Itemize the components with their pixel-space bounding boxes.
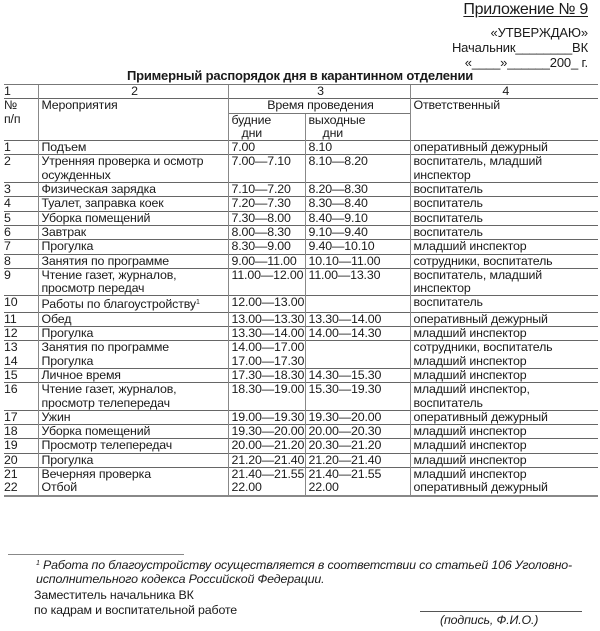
row-event (38, 225, 228, 239)
row-responsible-text: воспитатель (413, 295, 483, 310)
table-row (4, 368, 598, 382)
row-number-text: 1 (4, 140, 11, 155)
row-number (4, 254, 38, 268)
table-row (4, 183, 598, 197)
col-num-3: 3 (228, 85, 410, 99)
row-weekend-time-text: 8.20—8.30 (308, 182, 368, 197)
row-responsible (410, 240, 598, 254)
table-row (4, 268, 598, 296)
row-weekend-time (305, 327, 410, 341)
row-weekday-time-text: 18.30—19.00 (231, 382, 305, 397)
row-weekend-time (305, 197, 410, 211)
table-row (4, 225, 598, 239)
row-weekday-time (228, 296, 305, 312)
row-responsible (410, 211, 598, 225)
row-weekday-time-text: 9.00—11.00 (231, 253, 297, 268)
row-weekday-time (228, 327, 305, 341)
table-row (4, 327, 598, 341)
table-row (4, 468, 598, 482)
row-weekday-time-text: 7.10—7.20 (231, 182, 291, 197)
approve-date-line: «____»______200_ г. (464, 55, 588, 70)
row-responsible (410, 155, 598, 183)
row-number (4, 197, 38, 211)
row-responsible-text: воспитатель (413, 182, 483, 197)
row-weekend-time (305, 341, 410, 355)
row-event (38, 141, 228, 155)
row-responsible (410, 368, 598, 382)
footnote-text: Работа по благоустройству осуществляется в соответствии со статьей 106 Уголовно-исполнительного кодекса Российской Федерации. (36, 558, 572, 586)
row-number-text: 4 (4, 196, 11, 211)
row-weekend-time-text: 8.10—8.20 (308, 154, 368, 169)
row-weekend-time-text: 8.30—8.40 (308, 196, 368, 211)
row-event-text: Завтрак (41, 224, 87, 239)
row-weekend-time (305, 453, 410, 467)
row-weekend-time-text: 9.10—9.40 (308, 224, 368, 239)
row-event (38, 410, 228, 424)
row-event (38, 155, 228, 183)
row-weekday-time-text: 19.00—19.30 (231, 409, 305, 424)
appendix-title: Приложение № 9 (463, 1, 588, 18)
header-weekdays-l2: дни (241, 125, 263, 140)
row-event (38, 341, 228, 355)
row-weekday-time-text: 13.00—13.30 (231, 311, 305, 326)
row-responsible-text: воспитатель, младший инспектор (413, 267, 543, 296)
row-number (4, 155, 38, 183)
row-number (4, 425, 38, 439)
row-weekday-time-text: 21.40—21.55 (231, 467, 305, 482)
row-number-text: 21 (4, 467, 18, 482)
row-number (4, 453, 38, 467)
row-event (38, 425, 228, 439)
row-number (4, 410, 38, 424)
row-responsible (410, 481, 598, 495)
row-event (38, 296, 228, 312)
row-weekend-time-text: 22.00 (308, 480, 339, 495)
row-responsible-text: сотрудники, воспитатель (413, 340, 553, 355)
row-event (38, 327, 228, 341)
row-event (38, 254, 228, 268)
row-responsible-text: младший инспектор (413, 239, 527, 254)
row-responsible (410, 197, 598, 211)
row-number (4, 296, 38, 312)
row-weekend-time (305, 368, 410, 382)
table-row (4, 425, 598, 439)
row-event (38, 468, 228, 482)
row-weekday-time-text: 21.20—21.40 (231, 452, 305, 467)
row-weekday-time (228, 368, 305, 382)
row-event-text: Обед (41, 311, 72, 326)
row-number (4, 240, 38, 254)
row-weekday-time (228, 240, 305, 254)
table-row (4, 296, 598, 312)
row-event-text: Чтение газет, журналов, просмотр телепередач (41, 382, 177, 410)
header-weekdays (228, 113, 305, 141)
row-event (38, 268, 228, 296)
table-row (4, 240, 598, 254)
table-row (4, 197, 598, 211)
row-weekend-time (305, 468, 410, 482)
row-event (38, 368, 228, 382)
header-time: Время проведения (228, 99, 410, 113)
row-event (38, 453, 228, 467)
column-number-row (4, 85, 598, 99)
row-event-text: Отбой (41, 480, 77, 495)
row-weekday-time (228, 183, 305, 197)
row-responsible (410, 327, 598, 341)
signer-department: по кадрам и воспитательной работе (34, 603, 238, 617)
row-event-text: Занятия по программе (41, 340, 169, 355)
row-event (38, 211, 228, 225)
row-weekday-time-text: 20.00—21.20 (231, 438, 305, 453)
row-number-text: 10 (4, 295, 18, 310)
row-weekend-time-text: 20.00—20.30 (308, 424, 382, 439)
row-weekend-time-text: 15.30—19.30 (308, 382, 382, 397)
row-number (4, 183, 38, 197)
table-row (4, 254, 598, 268)
row-weekday-time (228, 211, 305, 225)
row-event (38, 355, 228, 369)
row-number-text: 19 (4, 438, 18, 453)
row-responsible-text: младший инспектор, воспитатель (413, 382, 530, 410)
schedule-table (4, 84, 598, 497)
row-number (4, 268, 38, 296)
row-weekend-time (305, 268, 410, 296)
row-responsible-text: младший инспектор (413, 367, 527, 382)
row-weekday-time (228, 383, 305, 411)
row-weekend-time (305, 425, 410, 439)
row-responsible-text: младший инспектор (413, 467, 527, 482)
row-weekend-time (305, 225, 410, 239)
row-weekday-time-text: 7.00 (231, 140, 256, 155)
row-number-text: 12 (4, 326, 18, 341)
row-number-text: 13 (4, 340, 18, 355)
row-weekend-time-text: 14.30—15.30 (308, 367, 382, 382)
row-weekday-time (228, 197, 305, 211)
approval-block (452, 25, 588, 70)
table-row (4, 439, 598, 453)
row-number-text: 17 (4, 409, 18, 424)
header-weekends-l1: выходные (308, 112, 366, 127)
row-weekday-time-text: 17.30—18.30 (231, 367, 305, 382)
row-weekend-time-text: 10.10—11.00 (308, 253, 381, 268)
row-responsible-text: младший инспектор (413, 353, 527, 368)
row-weekday-time (228, 481, 305, 495)
row-weekend-time (305, 439, 410, 453)
row-number-text: 14 (4, 353, 18, 368)
row-event-text: Прогулка (41, 239, 94, 254)
row-number-text: 8 (4, 253, 11, 268)
row-event-text: Личное время (41, 367, 121, 382)
row-event (38, 383, 228, 411)
row-weekday-time (228, 425, 305, 439)
row-weekend-time (305, 240, 410, 254)
row-weekday-time (228, 312, 305, 326)
row-weekday-time (228, 225, 305, 239)
row-responsible (410, 383, 598, 411)
row-responsible (410, 183, 598, 197)
row-event-text: Прогулка (41, 353, 94, 368)
row-number-text: 2 (4, 154, 11, 169)
row-weekend-time (305, 155, 410, 183)
row-responsible-text: воспитатель (413, 224, 483, 239)
signature-line (420, 611, 582, 612)
row-number (4, 468, 38, 482)
row-weekend-time (305, 183, 410, 197)
row-weekend-time-text: 11.00—13.30 (308, 267, 381, 282)
row-responsible-text: сотрудники, воспитатель (413, 253, 553, 268)
row-weekend-time (305, 296, 410, 312)
row-event-text: Просмотр телепередач (41, 438, 173, 453)
row-number-text: 6 (4, 224, 11, 239)
row-number (4, 368, 38, 382)
row-event-text: Туалет, заправка коек (41, 196, 164, 211)
row-weekday-time (228, 453, 305, 467)
row-event-text: Уборка помещений (41, 210, 151, 225)
row-weekday-time-text: 7.20—7.30 (231, 196, 291, 211)
row-event-text: Работы по благоустройству (41, 297, 196, 312)
row-responsible (410, 468, 598, 482)
row-number (4, 312, 38, 326)
row-weekend-time (305, 312, 410, 326)
row-event-text: Вечерняя проверка (41, 467, 151, 482)
table-row (4, 481, 598, 495)
header-weekdays-l1: будние (231, 112, 272, 127)
row-responsible (410, 312, 598, 326)
row-weekend-time (305, 141, 410, 155)
row-event (38, 439, 228, 453)
table-row (4, 141, 598, 155)
row-number-text: 5 (4, 210, 11, 225)
row-number (4, 481, 38, 495)
row-responsible-text: оперативный дежурный (413, 409, 548, 424)
row-number-text: 11 (4, 311, 17, 326)
header-weekends-l2: дни (322, 125, 344, 140)
row-weekday-time-text: 22.00 (231, 480, 262, 495)
row-weekday-time-text: 11.00—12.00 (231, 267, 304, 282)
signature-caption: (подпись, Ф.И.О.) (440, 613, 539, 627)
row-number-text: 16 (4, 382, 18, 397)
row-number (4, 439, 38, 453)
row-number-text: 9 (4, 267, 11, 282)
row-number-text: 15 (4, 367, 18, 382)
row-responsible-text: младший инспектор (413, 452, 527, 467)
header-num: № п/п (4, 99, 38, 141)
table-row (4, 312, 598, 326)
row-weekend-time-text: 20.30—21.20 (308, 438, 382, 453)
row-weekend-time-text: 14.00—14.30 (308, 326, 382, 341)
table-row (4, 383, 598, 411)
header-weekends (305, 113, 410, 141)
row-number (4, 341, 38, 355)
row-responsible-text: оперативный дежурный (413, 311, 548, 326)
col-num-1: 1 (4, 85, 38, 99)
row-event-text: Прогулка (41, 326, 94, 341)
row-weekend-time (305, 410, 410, 424)
row-event (38, 481, 228, 495)
signer-title: Заместитель начальника ВК (34, 588, 194, 602)
row-responsible-text: воспитатель, младший инспектор (413, 154, 543, 182)
approve-chief-line: Начальник________ВК (451, 40, 588, 55)
row-weekday-time-text: 17.00—17.30 (231, 353, 305, 368)
row-number (4, 141, 38, 155)
row-weekday-time (228, 155, 305, 183)
row-responsible (410, 355, 598, 369)
row-weekday-time (228, 341, 305, 355)
row-responsible-text: оперативный дежурный (413, 140, 548, 155)
row-event (38, 197, 228, 211)
row-number-text: 18 (4, 424, 18, 439)
row-weekend-time (305, 383, 410, 411)
row-responsible-text: оперативный дежурный (413, 480, 548, 495)
footnote-ref: 1 (195, 299, 200, 307)
table-row (4, 355, 598, 369)
row-weekday-time-text: 12.00—13.00 (231, 295, 305, 310)
row-weekday-time (228, 410, 305, 424)
approve-stamp: «УТВЕРЖДАЮ» (490, 25, 588, 40)
row-weekday-time-text: 8.30—9.00 (231, 239, 291, 254)
row-weekday-time-text: 8.00—8.30 (231, 224, 291, 239)
row-weekend-time (305, 481, 410, 495)
row-weekday-time-text: 13.30—14.00 (231, 326, 305, 341)
row-weekend-time-text: 13.30—14.00 (308, 311, 382, 326)
footnote (8, 557, 598, 586)
row-number-text: 3 (4, 182, 11, 197)
row-responsible (410, 296, 598, 312)
row-number-text: 7 (4, 239, 11, 254)
row-event-text: Занятия по программе (41, 253, 169, 268)
row-responsible (410, 268, 598, 296)
row-weekend-time-text: 19.30—20.00 (308, 409, 382, 424)
row-responsible-text: младший инспектор (413, 424, 527, 439)
row-event-text: Подъем (41, 140, 87, 155)
row-weekend-time (305, 211, 410, 225)
row-weekend-time-text: 8.40—9.10 (308, 210, 368, 225)
table-row (4, 410, 598, 424)
header-row (4, 99, 598, 113)
col-num-2: 2 (38, 85, 228, 99)
row-number (4, 383, 38, 411)
row-event-text: Ужин (41, 409, 71, 424)
row-number (4, 225, 38, 239)
row-responsible-text: воспитатель (413, 210, 483, 225)
row-weekend-time (305, 254, 410, 268)
row-weekday-time (228, 268, 305, 296)
row-responsible (410, 439, 598, 453)
row-weekend-time (305, 355, 410, 369)
row-weekday-time-text: 7.30—8.00 (231, 210, 291, 225)
row-responsible-text: воспитатель (413, 196, 483, 211)
row-number (4, 327, 38, 341)
row-number-text: 20 (4, 452, 18, 467)
row-responsible (410, 341, 598, 355)
header-event: Мероприятия (38, 99, 228, 141)
row-responsible-text: младший инспектор (413, 438, 527, 453)
row-weekday-time (228, 468, 305, 482)
row-responsible (410, 254, 598, 268)
row-weekday-time-text: 14.00—17.00 (231, 340, 305, 355)
row-responsible (410, 425, 598, 439)
row-weekend-time-text: 9.40—10.10 (308, 239, 375, 254)
row-weekday-time-text: 7.00—7.10 (231, 154, 291, 169)
row-event (38, 183, 228, 197)
row-responsible (410, 453, 598, 467)
row-weekend-time-text: 8.10 (308, 140, 333, 155)
row-number-text: 22 (4, 480, 18, 495)
row-weekend-time-text: 21.40—21.55 (308, 467, 382, 482)
row-weekend-time-text: 21.20—21.40 (308, 452, 382, 467)
row-number (4, 355, 38, 369)
row-number (4, 211, 38, 225)
table-row (4, 211, 598, 225)
table-row (4, 453, 598, 467)
row-event-text: Физическая зарядка (41, 182, 156, 197)
document-title: Примерный распорядок дня в карантинном отделении (126, 68, 474, 83)
signer-block (34, 588, 237, 618)
row-event (38, 312, 228, 326)
row-responsible (410, 141, 598, 155)
row-weekday-time (228, 141, 305, 155)
row-responsible (410, 225, 598, 239)
row-event-text: Уборка помещений (41, 424, 151, 439)
table-row (4, 341, 598, 355)
footnote-mark: 1 (36, 560, 40, 567)
row-event (38, 240, 228, 254)
row-event-text: Прогулка (41, 452, 94, 467)
row-weekday-time (228, 254, 305, 268)
row-event-text: Утренняя проверка и осмотр осужденных (41, 154, 204, 182)
row-weekday-time (228, 355, 305, 369)
col-num-4: 4 (410, 85, 598, 99)
footnote-divider (8, 554, 184, 555)
row-weekday-time-text: 19.30—20.00 (231, 424, 305, 439)
row-responsible-text: младший инспектор (413, 326, 527, 341)
header-responsible: Ответственный (410, 99, 598, 141)
row-responsible (410, 410, 598, 424)
row-event-text: Чтение газет, журналов, просмотр передач (41, 267, 177, 296)
row-weekday-time (228, 439, 305, 453)
table-row (4, 155, 598, 183)
